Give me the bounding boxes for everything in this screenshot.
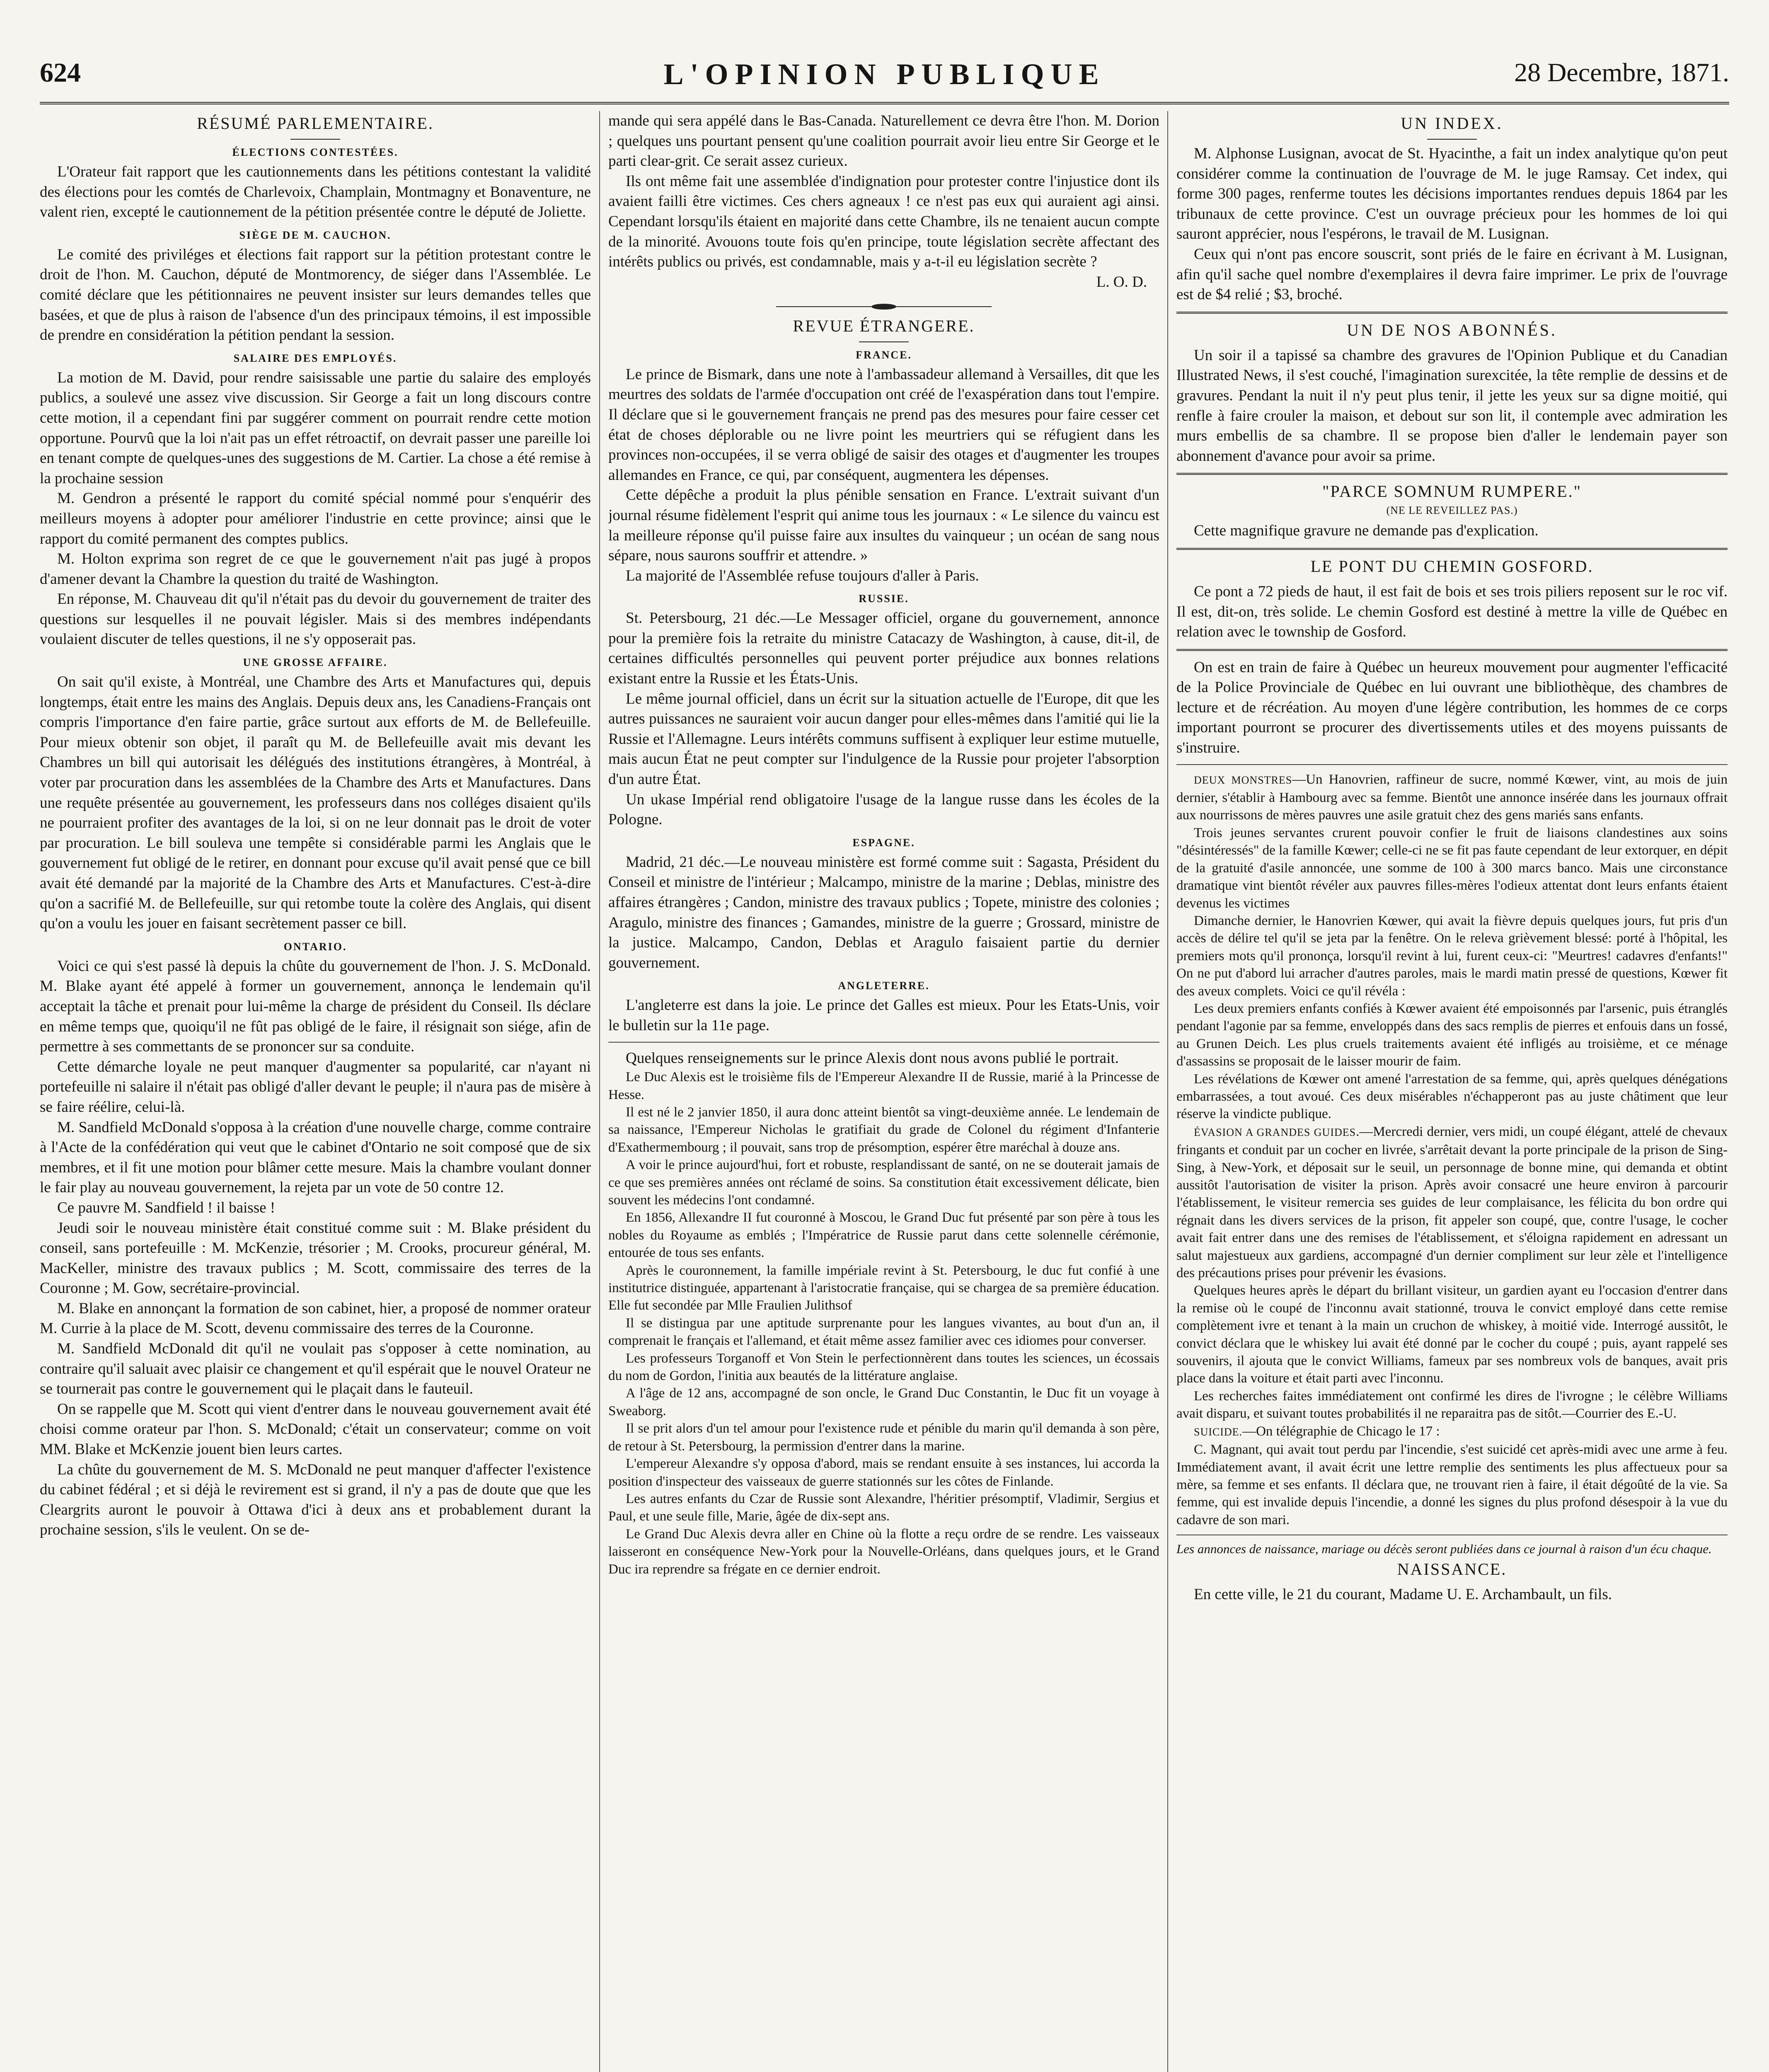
article-paragraph: Il se distingua par une aptitude surprenante pour les langues vivantes, au bout d'un an, il comprenait le français et l'allemand, et était même assez familier avec ces idiomes pour converser. <box>608 1315 1159 1348</box>
divider <box>1176 649 1728 651</box>
article-paragraph: A voir le prince aujourd'hui, fort et robuste, resplandissant de santé, on ne se douterait jamais de ce que ses premières années ont réclamé de soins. Sa constitution était excessivement délicate, bien souvent les médecins l'ont condamné. <box>608 1157 1159 1208</box>
article-paragraph <box>1176 771 1728 824</box>
divider <box>859 341 909 342</box>
announcement-note: Les annonces de naissance, mariage ou décès seront publiées dans ce journal à raison d'un écu chaque. <box>1176 1542 1712 1556</box>
article-paragraph: Le Grand Duc Alexis devra aller en Chine où la flotte a reçu ordre de se rendre. Les vaisseaux laisseront en conséquence New-York pour la Nouvelle-Orléans, dans quelques jours, et le Grand Duc ira reprendre sa frégate en ce dernier endroit. <box>608 1526 1159 1577</box>
article-paragraph: Cette dépêche a produit la plus pénible sensation en France. L'extrait suivant d'un journal résume fidèlement l'esprit qui anime tous les journaux : « Le silence du vaincu est la meilleure réponse qu'il puisse faire aux insultes du vainqueur ; un océan de sang nous sépare, nous saurons souffrir et attendre. » <box>608 487 1159 564</box>
issue-date: 28 Decembre, 1871. <box>1514 58 1729 87</box>
section-title-pont: LE PONT DU CHEMIN GOSFORD. <box>1310 557 1594 576</box>
subhead-russie: RUSSIE. <box>859 593 909 605</box>
article-paragraph: Après le couronnement, la famille impériale revint à St. Petersbourg, le duc fut confié à une institutrice distinguée, appartenant à l'aristocratie française, qui se chargea de sa première éducation. Elle fut secondée par Mlle Fraulien Julithsof <box>608 1263 1159 1313</box>
divider <box>1176 764 1728 765</box>
lead-in: SUICIDE. <box>1194 1426 1243 1438</box>
article-paragraph: M. Sandfield McDonald s'opposa à la création d'une nouvelle charge, comme contraire à l'Acte de la confédération qui veut que le cabinet d'Ontario ne soit composé que de six membres, et il fit une motion pour blâmer cette mesure. Mais la chambre voulant donner le fair play au nouveau gouvernement, la rejeta par un vote de 50 contre 12. <box>40 1118 591 1196</box>
paragraph-text: —On télégraphie de Chicago le 17 : <box>1242 1423 1440 1439</box>
paragraph-text: —Un Hanovrien, raffineur de sucre, nommé Kœwer, vint, au mois de juin dernier, s'établir à Hambourg avec sa femme. Bientôt une annonce insérée dans les journaux offrait aux nourrissons de mères pauvres une asile gratuit chez des gens mariés sans enfants. <box>1176 772 1728 823</box>
ornament-divider <box>776 303 992 310</box>
divider <box>1176 473 1728 475</box>
article-paragraph: Les recherches faites immédiatement ont confirmé les dires de l'ivrogne ; le célèbre Williams avait disparu, et suivant toutes probabilités il ne reparaitra pas de sitôt.—Courrier des E.-U. <box>1176 1388 1728 1421</box>
divider <box>1176 548 1728 550</box>
article-paragraph: La majorité de l'Assemblée refuse toujours d'aller à Paris. <box>626 567 979 584</box>
article-paragraph: Un soir il a tapissé sa chambre des gravures de l'Opinion Publique et du Canadian Illustrated News, il s'est couché, l'imagination surexcitée, la tête remplie de dessins et de gravures. Pendant la nuit il n'y peut plus tenir, il jette les yeux sur sa digne moitié, qui renfle à faire crouler la maison, et debout sur son lit, il contemple avec admiration les murs embellis de sa chambre. Il se propose bien d'aller le lendemain payer son abonnement d'avance pour avoir sa prime. <box>1176 346 1728 465</box>
section-title-somnum: "PARCE SOMNUM RUMPERE." <box>1322 482 1582 501</box>
article-paragraph: Les deux premiers enfants confiés à Kœwer avaient été empoisonnés par l'arsenic, puis étranglés pendant l'agonie par sa femme, enveloppés dans des sacs remplis de pierres et enfouis dans un fossé, au Grunen Deich. Les plus cruels traitements avaient été infligés au troisième, et ce ménage d'assassins se proposait de le laisser mourir de faim. <box>1176 1001 1728 1069</box>
divider <box>1427 139 1477 140</box>
subhead-grosse-affaire: UNE GROSSE AFFAIRE. <box>243 656 388 669</box>
author-signature: L. O. D. <box>1096 273 1147 290</box>
lead-in: ÉVASION A GRANDES GUIDES <box>1194 1126 1356 1138</box>
subhead-espagne: ESPAGNE. <box>852 836 915 849</box>
article-paragraph: On est en train de faire à Québec un heureux mouvement pour augmenter l'efficacité de la Police Provinciale de Québec en lui ouvrant une bibliothèque, des chambres de lecture et de récréation. Au moyen d'une légère contribution, les hommes de ce corps important pourront se procurer des divertissements utiles et des moyens puissants de s'instruire. <box>1176 658 1728 757</box>
divider <box>608 1042 1159 1043</box>
subhead-salaire: SALAIRE DES EMPLOYÉS. <box>233 352 397 364</box>
article-paragraph: Quelques heures après le départ du brillant visiteur, un gardien ayant eu l'occasion d'entrer dans la remise où le coupé de l'inconnu avait stationné, trouva le convict employé dans cette remise complètement ivre et tenant à la main un cruchon de whiskey, à moitié vide. Interrogé aussitôt, le convict déclara que le whiskey lui avait été donné par le cocher du coupé ; puis, ayant rappelé ses souvenirs, il ajouta que le convict Williams, fameux par ses nombreux vols de banques, avait pris place dans la voiture et était parti avec l'inconnu. <box>1176 1283 1728 1386</box>
column-divider <box>1167 111 1168 2072</box>
article-paragraph: M. Holton exprima son regret de ce que le gouvernement n'ait pas jugé à propos d'amener devant la Chambre la question du traité de Washington. <box>40 550 591 588</box>
article-paragraph: Ceux qui n'ont pas encore souscrit, sont priés de le faire en écrivant à M. Lusignan, afin qu'il sache quel nombre d'exemplaires il devra faire imprimer. Le prix de l'ouvrage est de $4 relié ; $3, broché. <box>1176 245 1728 303</box>
article-paragraph: En 1856, Allexandre II fut couronné à Moscou, le Grand Duc fut présenté par son père à tous les nobles du Royaume as emblés ; l'Impératrice de Russie parut dans cette solennelle cérémonie, entourée de tous ses enfants. <box>608 1210 1159 1261</box>
masthead-rule <box>40 102 1729 104</box>
article-paragraph: Les professeurs Torganoff et Von Stein le perfectionnèrent dans toutes les sciences, un écossais du nom de Gordon, l'initia aux beautés de la littérature anglaise. <box>608 1351 1159 1384</box>
article-paragraph: On sait qu'il existe, à Montréal, une Chambre des Arts et Manufactures qui, depuis longtemps, était entre les mains des Anglais. Depuis deux ans, les Canadiens-Français ont compris l'importance d'en faire partie, grâce surtout aux efforts de M. de Bellefeuille. Pour mieux obtenir son objet, il paraît qu M. de Bellefeuille avait mis devant les Chambres un bill qui autorisait les délégués des institutions étrangères, à Montréal, à voter par procuration dans les assemblées de la Chambre des Arts et Manufactures. Dans une requête présentée au gouvernement, les professeurs dans nos colléges disaient qu'ils ne pourraient profiter des avantages de la loi, si on ne leur donnait pas le droit de voter par procuration. Le bill souleva une tempête si considérable parmi les Anglais que le gouvernement fut obligé de le retirer, en donnant pour excuse qu'il avait pensé que ce bill avait été demandé par la majorité de la Chambre des Arts et Manufactures. C'est-à-dire qu'on a sacrifié M. de Bellefeuille, sur qui retombe toute la colère des Anglais, qui disent qu'on a voulu les jouer en faisant secrètement passer ce bill. <box>40 673 591 932</box>
subhead-angleterre: ANGLETERRE. <box>838 980 930 992</box>
article-paragraph: Le même journal officiel, dans un écrit sur la situation actuelle de l'Europe, dit que les autres puissances ne sauraient voir aucun danger pour elles-mêmes dans l'amitié qui lie la Russie et l'Allemagne. Leurs intérêts communs suffisent à expliquer leur estime mutuelle, mais aucun État ne peut compter sur l'indulgence de la Russie pour projeter l'absorption d'un autre État. <box>608 690 1159 788</box>
article-paragraph: mande qui sera appélé dans le Bas-Canada. Naturellement ce devra être l'hon. M. Dorion ; quelques uns pourtant pensent qu'une coalition pourrait avoir lieu entre Sir George et le parti clear-grit. Ce serait assez curieux. <box>608 112 1159 170</box>
subhead-ontario: ONTARIO. <box>283 940 347 953</box>
article-paragraph: Cette magnifique gravure ne demande pas d'explication. <box>1194 522 1539 540</box>
article-paragraph: Les autres enfants du Czar de Russie sont Alexandre, l'héritier présomptif, Vladimir, Sergius et Paul, et une seule fille, Marie, âgée de dix-sept ans. <box>608 1491 1159 1524</box>
somnum-subtitle: (NE LE REVEILLEZ PAS.) <box>1386 504 1518 517</box>
article-paragraph <box>1176 1123 1728 1282</box>
newspaper-title: L'OPINION PUBLIQUE <box>663 58 1106 91</box>
article-paragraph: M. Blake en annonçant la formation de son cabinet, hier, a proposé de nommer orateur M. Currie à la place de M. Scott, devenu commissaire des terres de la Couronne. <box>40 1300 591 1337</box>
column-3 <box>1176 111 1728 2072</box>
column-divider <box>599 111 600 2072</box>
article-paragraph: L'empereur Alexandre s'y opposa d'abord, mais se rendant ensuite à ses instances, lui accorda la position d'inspecteur des vaisseaux de guerre stationnés sur les côtes de Finlande. <box>608 1456 1159 1489</box>
article-paragraph: Ce pont a 72 pieds de haut, il est fait de bois et ses trois piliers reposent sur le roc vif. Il est, dit-on, très solide. Le chemin Gosford est destiné à mettre la ville de Québec en relation avec le township de Gosford. <box>1176 583 1728 641</box>
article-paragraph: L'angleterre est dans la joie. Le prince det Galles est mieux. Pour les Etats-Unis, voir le bulletin sur la 11e page. <box>608 997 1159 1034</box>
article-paragraph: Les révélations de Kœwer ont amené l'arrestation de sa femme, qui, après quelques dénégations embarrassées, a tout avoué. Ces deux misérables n'échapperont pas au juste châtiment que leur réserve la vindicte publique. <box>1176 1071 1728 1122</box>
lead-in: DEUX MONSTRES <box>1194 774 1292 786</box>
article-paragraph: A l'âge de 12 ans, accompagné de son oncle, le Grand Duc Constantin, le Duc fit un voyage à Sweaborg. <box>608 1386 1159 1418</box>
article-paragraph: St. Petersbourg, 21 déc.—Le Messager officiel, organe du gouvernement, annonce pour la première fois la retraite du ministre Catacazy de Washington, à cause, dit-il, de certaines difficultés personnelles qui peuvent porter préjudice aux bonnes relations existant entre la Russie et les États-Unis. <box>608 610 1159 687</box>
article-paragraph: Madrid, 21 déc.—Le nouveau ministère est formé comme suit : Sagasta, Président du Conseil et ministre de l'intérieur ; Malcampo, ministre de la marine ; Deblas, ministre des affaires étrangères ; Candon, ministre des travaux publics ; Topete, ministre des colonies ; Aragulo, ministre des finances ; Gamandes, ministre de la guerre ; Grossard, ministre de la justice. Malcampo, Candon, Deblas et Aragulo faisaient partie du dernier gouvernement. <box>608 853 1159 971</box>
column-2 <box>608 111 1159 2072</box>
article-paragraph: C. Magnant, qui avait tout perdu par l'incendie, s'est suicidé cet après-midi avec une arme à feu. Immédiatement avant, il avait écrit une lettre remplie des sentiments les plus affectueux pour sa mère, sa femme et ses enfants. Il déclara que, ne trouvant rien à faire, il était dégoûté de la vie. Sa femme, qui est invalide depuis l'incendie, a donné les signes du plus profond désespoir à la vue du cadavre de son mari. <box>1176 1442 1728 1527</box>
masthead <box>40 57 1729 97</box>
article-paragraph: Cette démarche loyale ne peut manquer d'augmenter sa popularité, car n'ayant ni portefeuille ni salaire il n'était pas obligé d'aller devant le peuple; il n'aura pas de misère à se faire réélire, celui-là. <box>40 1058 591 1116</box>
article-paragraph: Quelques renseignements sur le prince Alexis dont nous avons publié le portrait. <box>626 1049 1119 1067</box>
divider <box>1176 312 1728 314</box>
article-paragraph: Il est né le 2 janvier 1850, il aura donc atteint bientôt sa vingt-deuxième année. Le lendemain de sa naissance, l'Empereur Nicholas le gratifiait du grade de Colonel du régiment d'Infanterie d'Exathermembourg ; il pouvait, sans trop de présomption, espérer être maréchal à douze ans. <box>608 1104 1159 1155</box>
article-paragraph: Le prince de Bismark, dans une note à l'ambassadeur allemand à Versailles, dit que les meurtres des soldats de l'armée d'occupation ont créé de l'exaspération dans tout l'empire. Il déclare que si le gouvernement français ne prend pas des mesures pour faire cesser cet état de choses déplorable ou ne livre point les meurtriers qui se réfugient dans les provinces non-occupées, il se verra obligé de saisir des otages et d'augmenter les troupes allemandes en France, ce qui, par conséquent, augmentera les dépenses. <box>608 366 1159 484</box>
article-paragraph: Le comité des priviléges et élections fait rapport sur la pétition protestant contre le droit de l'hon. M. Cauchon, député de Montmorency, de siéger dans l'Assemblée. Le comité déclare que les pétitionnaires ne peuvent insister sur leurs demandes telles que basées, et que de plus à raison de l'absence d'un des principaux témoins, il est impossible de prendre en considération la pétition pendant la session. <box>40 246 591 344</box>
article-paragraph: En cette ville, le 21 du courant, Madame U. E. Archambault, un fils. <box>1194 1586 1612 1603</box>
page-number: 624 <box>40 58 81 88</box>
article-paragraph: La chûte du gouvernement de M. S. McDonald ne peut manquer d'affecter l'existence du cabinet fédéral ; et si déjà le revirement est si grand, il n'y a pas de doute que que les Cleargrits auront le pouvoir à Ottawa d'ici à deux ans et probablement durant la prochaine session, s'ils le veulent. On se de- <box>40 1461 591 1539</box>
article-paragraph: Jeudi soir le nouveau ministère était constitué comme suit : M. Blake président du conseil, sans portefeuille : M. McKenzie, trésorier ; M. Crooks, procureur général, M. MacKeller, ministre des travaux publics ; M. Scott, commissaire des terres de la Couronne ; M. Gow, secrétaire-provincial. <box>40 1219 591 1297</box>
subhead-elections: ÉLECTIONS CONTESTÉES. <box>232 146 399 158</box>
section-title-naissance: NAISSANCE. <box>1397 1560 1507 1579</box>
section-title-abonnes: UN DE NOS ABONNÉS. <box>1347 320 1557 339</box>
article-paragraph: Un ukase Impérial rend obligatoire l'usage de la langue russe dans les écoles de la Pologne. <box>608 791 1159 828</box>
subhead-france: FRANCE. <box>856 349 912 361</box>
article-paragraph: L'Orateur fait rapport que les cautionnements dans les pétitions contestant la validité des élections pour les comtés de Charlevoix, Champlain, Montmagny et Bonaventure, ne valent rien, excepté le cautionnement de la pétition présentée contre le député de Joliette. <box>40 163 591 221</box>
divider <box>290 139 340 140</box>
article-paragraph: M. Alphonse Lusignan, avocat de St. Hyacinthe, a fait un index analytique qu'on peut considérer comme la continuation de l'ouvrage de M. le juge Ramsay. Cet index, qui forme 300 pages, renferme toutes les décisions importantes rendues depuis 1864 par les tribunaux de cette province. C'est un ouvrage précieux pour les hommes de loi qui sauront apprécier, nous l'espérons, le travail de M. Lusignan. <box>1176 145 1728 243</box>
column-1 <box>40 111 591 2072</box>
article-paragraph: La motion de M. David, pour rendre saisissable une partie du salaire des employés publics, a soulevé une assez vive discussion. Sir George a fait un long discours contre cette motion, il a cependant fini par suggérer comment on pourrait rendre cette motion opportune. Pourvû que la loi n'ait pas un effet rétroactif, on devrait passer une pareille loi en tenant compte de quelques-unes des suggestions de M. Cartier. La chose a été remise à la prochaine session <box>40 369 591 487</box>
article-paragraph: Voici ce qui s'est passé là depuis la chûte du gouvernement de l'hon. J. S. McDonald. M. Blake ayant été appelé à former un gouvernement, annonça le lendemain qu'il acceptait la tâche et prenait pour lui-même la charge de président du Conseil. Ils déclare en même temps que, quoiqu'il ne fût pas obligé de le faire, il résignait son siége, afin de permettre à ses commettants de se prononcer sur sa conduite. <box>40 957 591 1055</box>
article-paragraph: Il se prit alors d'un tel amour pour l'existence rude et pénible du marin qu'il demanda à son père, de retour à St. Petersbourg, la permission d'entrer dans la marine. <box>608 1421 1159 1454</box>
article-paragraph: Dimanche dernier, le Hanovrien Kœwer, qui avait la fièvre depuis quelques jours, fut pris d'un accès de délire tel qu'il se jeta par la fenêtre. On le releva grièvement blessé: porté à l'hôpital, les premiers mots qu'il prononça, lorsqu'il revint à lui, furent ceux-ci: "Meurtres! cadavres d'enfants!" On ne put d'abord lui arracher d'autres paroles, mais le mardi matin pressé de questions, Kœwer fit des aveux complets. Voici ce qu'il révéla : <box>1176 913 1728 999</box>
paragraph-text: .—Mercredi dernier, vers midi, un coupé élégant, attelé de chevaux fringants et conduit par un cocher en livrée, s'arrêtait devant la porte principale de la prison de Sing-Sing, à New-York, et déposait sur le seuil, un personnage de bonne mine, qui demanda et obtint aussitôt l'autorisation de visiter la prison. Après avoir consacré une heure environ à parcourir l'établissement, le visiteur remercia ses guides de leur complaisance, les félicita du bon ordre qui régnait dans les divers services de la prison, fit appeler son coupé, que, contre l'usage, le cocher avait fait entrer dans une des remises de l'établissement, et s'éloigna rapidement en adressant un salut majestueux aux gardiens, accompagné d'un dernier compliment sur leur zèle et l'intelligence des précautions prises pour prévenir les évasions. <box>1176 1124 1728 1281</box>
section-title-resume: RÉSUMÉ PARLEMENTAIRE. <box>197 114 434 133</box>
article-paragraph: M. Sandfield McDonald dit qu'il ne voulait pas s'opposer à cette nomination, au contraire qu'il saluait avec plaisir ce changement et qu'il espérait que le nouvel Orateur ne se tournerait pas contre le gouvernement qui le plaçait dans le fauteuil. <box>40 1340 591 1398</box>
article-paragraph: Le Duc Alexis est le troisième fils de l'Empereur Alexandre II de Russie, marié à la Princesse de Hesse. <box>608 1070 1159 1102</box>
article-paragraph: M. Gendron a présenté le rapport du comité spécial nommé pour s'enquérir des meilleurs moyens à adopter pour améliorer l'industrie en cette province; ainsi que le rapport du comité permanent des comptes publics. <box>40 490 591 547</box>
section-title-revue: REVUE ÉTRANGERE. <box>793 316 975 335</box>
article-paragraph: Ce pauvre M. Sandfield ! il baisse ! <box>57 1199 276 1216</box>
section-title-index: UN INDEX. <box>1401 114 1503 133</box>
subhead-cauchon: SIÈGE DE M. CAUCHON. <box>239 229 392 241</box>
article-paragraph: Trois jeunes servantes crurent pouvoir confier le fruit de liaisons clandestines aux soins "désintéressés" de la famille Kœwer; celle-ci ne se fit pas faute cependant de leur extorquer, en dépit de la gratuité d'asile annoncée, une somme de 100 à 300 marcs banco. Mais une circonstance dramatique vint bientôt révéler aux pauvres filles-mères l'odieux attentat dont leurs enfants étaient devenus les victimes <box>1176 825 1728 911</box>
article-paragraph <box>1176 1423 1728 1441</box>
article-paragraph: Ils ont même fait une assemblée d'indignation pour protester contre l'injustice dont ils avaient failli être victimes. Ces chers agneaux ! ce n'est pas eux qui auraient agi ainsi. Cependant lorsqu'ils étaient en majorité dans cette Chambre, ils ne tenaient aucun compte de la minorité. Avouons toute fois qu'en principe, toute législation secrète affectant des intérêts publics ou privés, est condamnable, mais y a-t-il eu législation secrète ? <box>608 172 1159 271</box>
article-paragraph: En réponse, M. Chauveau dit qu'il n'était pas du devoir du gouvernement de traiter des questions sur lesquelles il ne pouvait législer. Mais si des membres indépendants voulaient discuter de telles questions, il ne s'y opposerait pas. <box>40 591 591 648</box>
article-paragraph: On se rappelle que M. Scott qui vient d'entrer dans le nouveau gouvernement avait été choisi comme orateur par l'hon. S. McDonald; c'était un conservateur; comme on voit MM. Blake et McKenzie jouent bien leurs cartes. <box>40 1400 591 1458</box>
